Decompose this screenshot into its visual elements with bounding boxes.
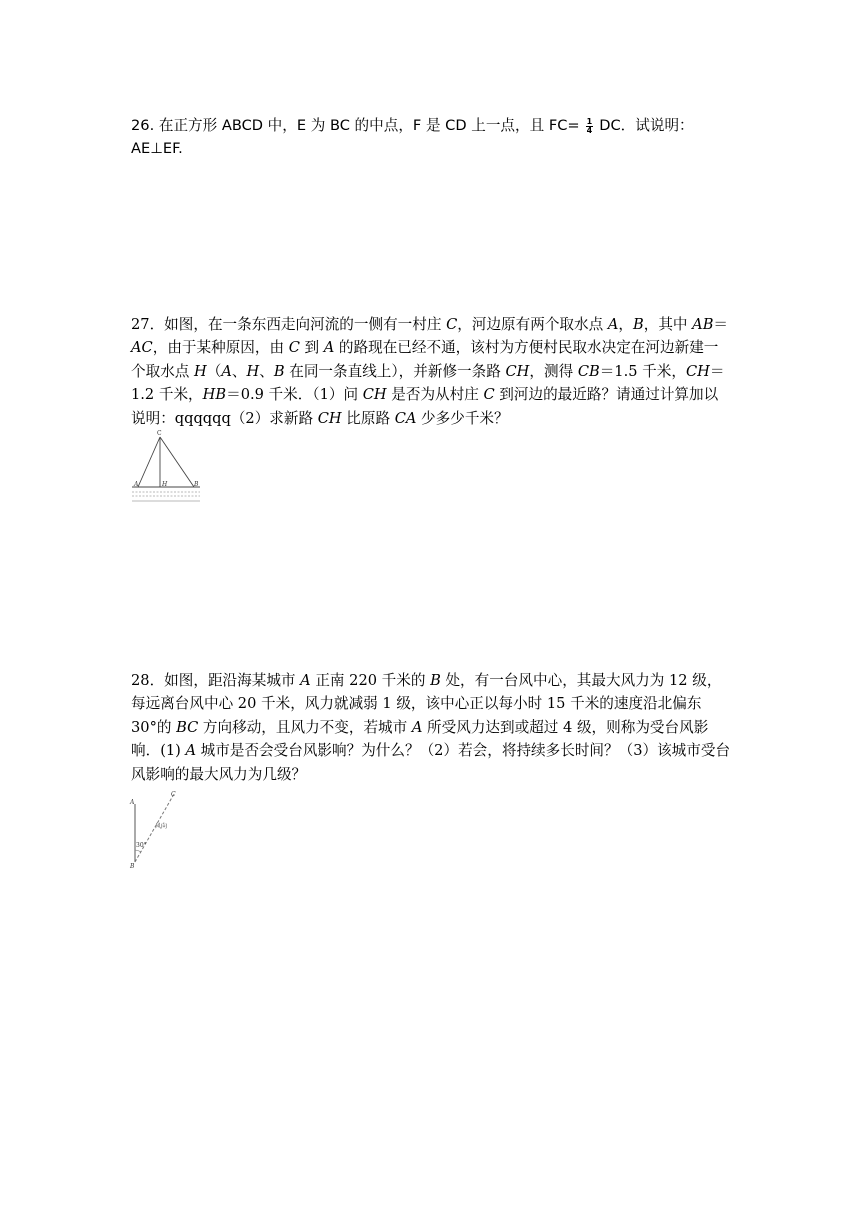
segment-CB <box>160 437 194 487</box>
p27-text: 、 <box>231 362 247 380</box>
p27-var: H <box>194 362 207 380</box>
p27-text: ， <box>618 316 633 333</box>
label-H: H <box>162 481 168 488</box>
p27-var: A <box>607 316 619 333</box>
p27-var: HB <box>202 386 227 404</box>
p27-var: AB <box>692 316 714 333</box>
p27-text: ，其中 <box>643 316 693 333</box>
segment-CA <box>138 437 160 487</box>
problem-27 <box>131 313 731 430</box>
p27-var: A <box>221 362 232 380</box>
p28-text: 所受风力达到或超过 4 级，则称为受台风影响．(1) <box>131 718 709 760</box>
p27-text: ＝1.2 千米， <box>131 362 725 404</box>
fraction-numerator: 1 <box>586 116 593 126</box>
p27-var: H <box>246 362 260 380</box>
p27-var: CH <box>362 386 387 404</box>
p27-var: CH <box>505 362 530 380</box>
p27-var: CA <box>394 409 417 427</box>
label-C: C <box>171 791 176 798</box>
problem-28 <box>131 669 731 786</box>
p27-text: ＝ <box>713 316 729 333</box>
p27-text: 比原路 <box>341 409 395 427</box>
p28-var: B <box>430 672 441 689</box>
p28-text: 方向移动，且风力不变，若城市 <box>198 718 412 736</box>
p27-var: AC <box>131 339 153 357</box>
p28-text: 处，有一台风中心，其最大风力为 12 级，每远离台风中心 20 千米，风力就减弱 1 级，该中心正以每小时 15 千米的速度沿北偏东 30°的 <box>131 672 722 736</box>
label-A: A <box>130 799 135 806</box>
p27-text: 、 <box>259 362 274 380</box>
p27-var: B <box>273 362 285 380</box>
p27-text: 27．如图，在一条东西走向河流的一侧有一村庄 <box>131 316 447 333</box>
problem-26 <box>131 114 731 161</box>
p27-text: 少多少千米？ <box>416 409 509 427</box>
p27-text: ，由于某种原因，由 <box>152 339 289 357</box>
p27-var: B <box>633 316 644 333</box>
p27-text: 到 <box>299 339 324 357</box>
p27-text: （ <box>206 362 222 380</box>
p27-text: 在同一条直线上），并新修一条路 <box>284 362 506 380</box>
fraction-one-quarter <box>586 118 594 135</box>
p27-var: C <box>446 316 458 333</box>
p27-text: 的路现在已经不通，该村为方便村民取水决定在河边新建一个取水点 <box>131 339 719 380</box>
p28-var: A <box>185 742 197 760</box>
label-C: C <box>157 430 162 437</box>
p27-text: ＝0.9 千米．（1）问 <box>226 386 363 404</box>
label-A: A <box>134 481 139 488</box>
p27-text: ，测得 <box>529 362 578 380</box>
p27-var: CB <box>577 362 600 380</box>
p27-var: A <box>323 339 335 357</box>
p28-text: 28．如图，距沿海某城市 <box>131 672 301 689</box>
fraction-denominator: 4 <box>586 125 593 135</box>
p27-text: 到河边的最近路？请通过计算加以说明：qqqqqq（2）求新路 <box>131 386 719 427</box>
p27-text: 是否为从村庄 <box>386 386 484 404</box>
figure-27-river-triangle <box>128 430 208 510</box>
label-B: B <box>194 481 199 488</box>
problem-26-text-prefix: 26. 在正方形 ABCD 中，E 为 BC 的中点，F 是 CD 上一点，且 FC= <box>131 117 580 134</box>
angle-arc <box>135 850 141 852</box>
problem-26-text-suffix: DC．试说明：AE⊥EF. <box>131 117 694 158</box>
p28-var: A <box>411 718 423 736</box>
p27-var: CH <box>317 409 342 427</box>
figure-28-typhoon-direction <box>126 786 186 872</box>
label-B: B <box>130 863 135 870</box>
p27-var: C <box>288 339 300 357</box>
p27-text: ＝1.5 千米， <box>599 362 686 380</box>
p27-text: ，河边原有两个取水点 <box>457 316 608 333</box>
p28-var: BC <box>176 718 199 736</box>
p28-var: A <box>300 672 311 689</box>
p28-text: 正南 220 千米的 <box>310 672 431 689</box>
label-wind-direction: 风向 <box>155 823 168 830</box>
p27-var: CH <box>685 362 710 380</box>
label-angle-30: 30° <box>136 842 147 849</box>
p28-text: 城市是否会受台风影响？为什么？（2）若会，将持续多长时间？（3）该城市受台风影响的最大风力为几级？ <box>131 742 731 783</box>
p27-var: C <box>483 386 495 404</box>
